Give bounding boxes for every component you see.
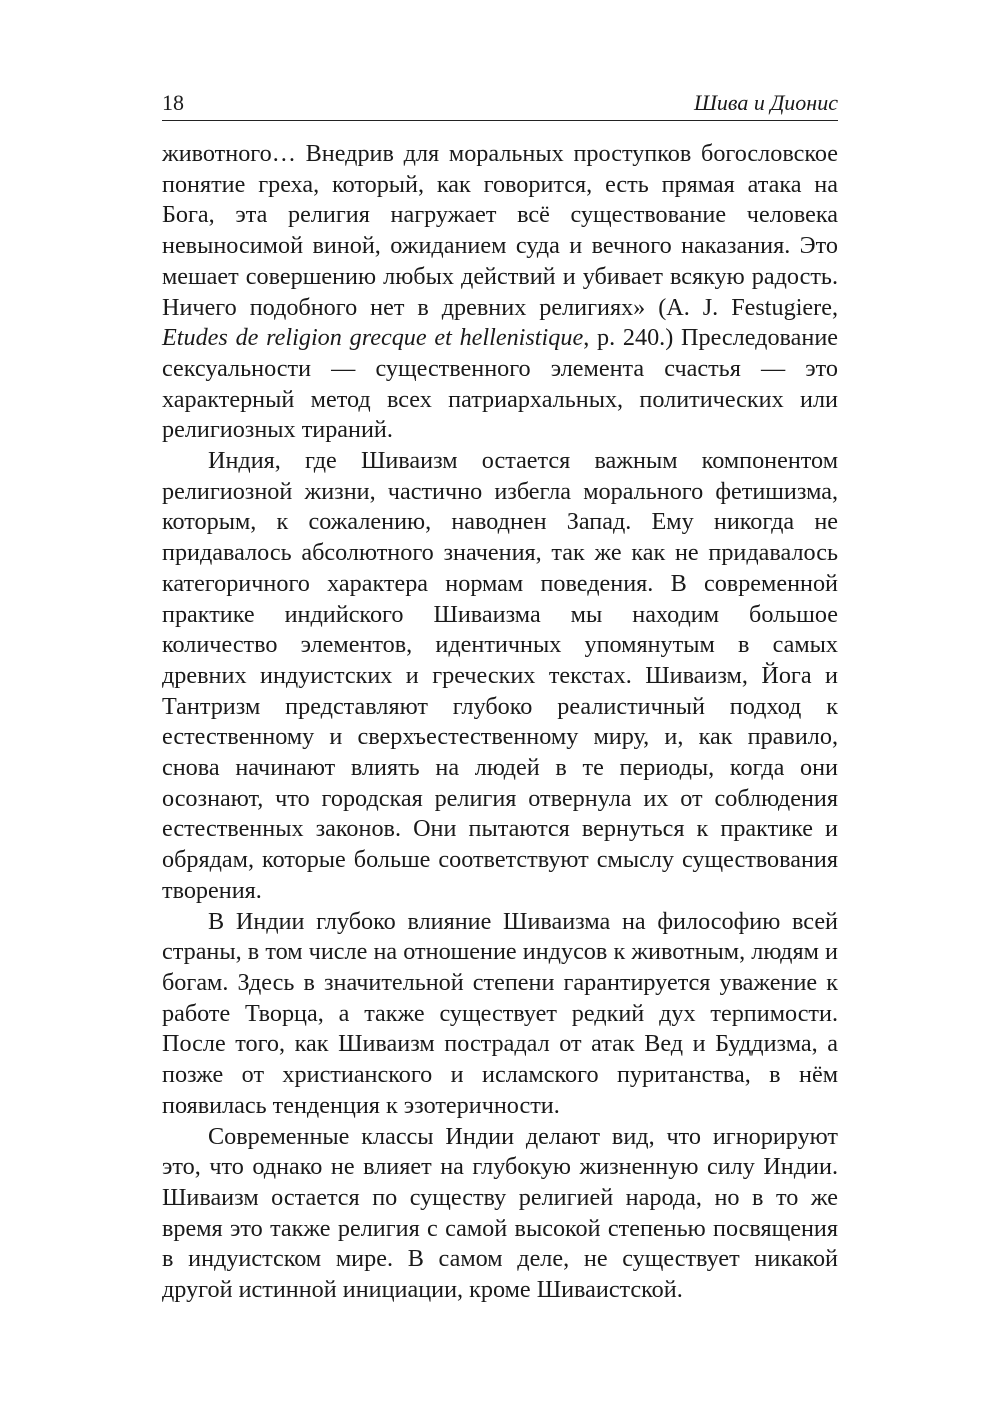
paragraph-1-text-after: , p. 240.) Преследование сексуальности — существенного элемента счастья — это характерный метод всех патриархальных, политических или религиозных тираний. (162, 324, 839, 444)
paragraph-3: В Индии глубоко влияние Шиваизма на философию всей страны, в том числе на отношение индусов к животным, людям и богам. Здесь в значительной степени гарантируется уважение к работе Творца, а также существует редкий дух терпимости. После того, как Шиваизм пострадал от атак Вед и Буддизма, а позже от христианского и исламского пуританства, в нём появилась тенденция к эзотеричности. (162, 907, 838, 1119)
running-title: Шива и Дионис (693, 90, 838, 115)
page-number: 18 (162, 90, 184, 115)
book-page (162, 88, 838, 1306)
paragraph-4: Современные классы Индии делают вид, что игнорируют это, что однако не влияет на глубокую жизненную силу Индии. Шиваизм остается по существу религией народа, но в то же время это также религия с самой высокой степенью посвящения в индуистском мире. В самом деле, не существует никакой другой истинной инициации, кроме Шиваистской. (162, 1122, 838, 1304)
paragraph-2: Индия, где Шиваизм остается важным компонентом религиозной жизни, частично избегла морального фетишизма, которым, к сожалению, наводнен Запад. Ему никогда не придавалось абсолютного значения, так же как не придавалось категоричного характера нормам поведения. В современной практике индийского Шиваизма мы находим большое количество элементов, идентичных упомянутым в самых древних индуистских и греческих текстах. Шиваизм, Йога и Тантризм представляют глубоко реалистичный подход к естественному и сверхъестественному миру, и, как правило, снова начинают влиять на людей в те периоды, когда они осознают, что городская религия отвернула их от соблюдения естественных законов. Они пытаются вернуться к практике и обрядам, которые больше соответствуют смыслу существования творения. (162, 447, 838, 904)
running-header (162, 88, 838, 121)
cited-book-title: Etudes de religion grecque et hellenistique (162, 324, 584, 352)
body-text (162, 139, 838, 1306)
paragraph-1 (162, 139, 838, 446)
paragraph-1-text-before: животного… Внедрив для моральных проступков богословское понятие греха, который, как говорится, есть прямая атака на Бога, эта религия нагружает всё существование человека невыносимой виной, ожиданием суда и вечного наказания. Это мешает совершению любых действий и убивает всякую радость. Ничего подобного нет в древних религиях» (A. J. Festugiere, (162, 140, 838, 321)
